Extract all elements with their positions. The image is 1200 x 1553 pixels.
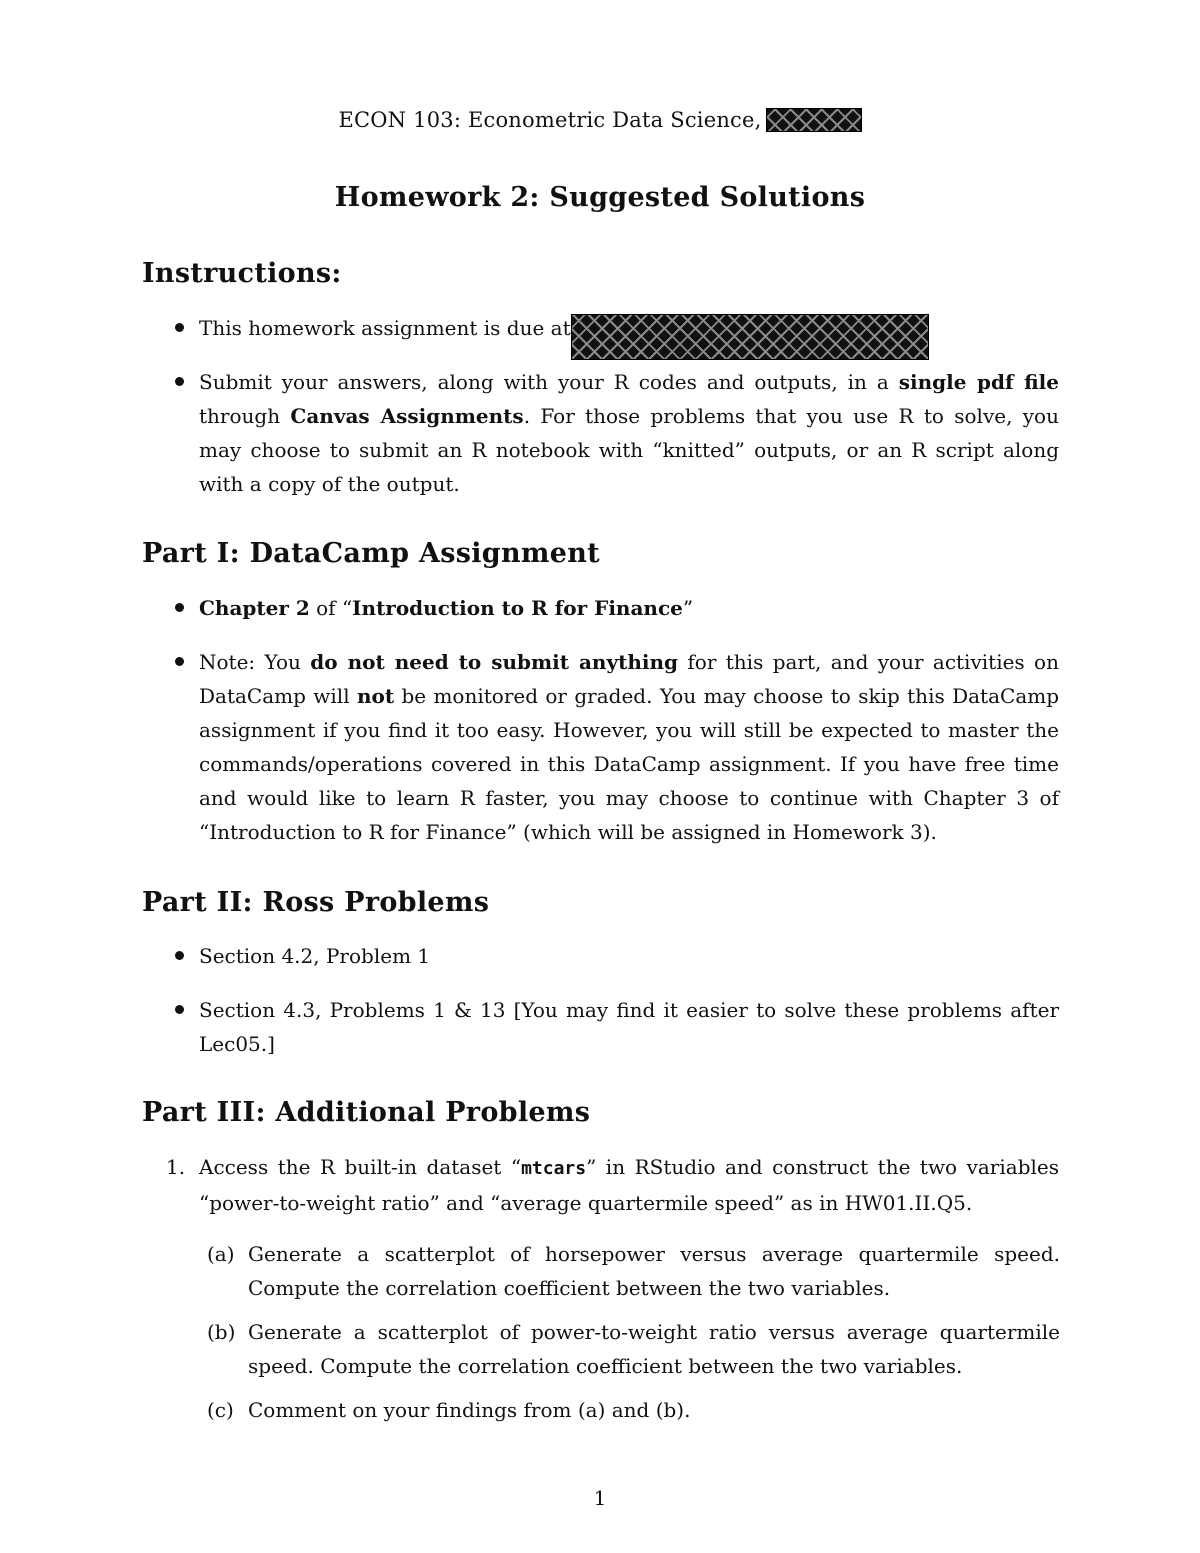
course-title: ECON 103: Econometric Data Science, <box>338 108 762 132</box>
subpart-text-c: Comment on your findings from (a) and (b). <box>248 1398 691 1422</box>
due-date-text: This homework assignment is due at <box>199 316 571 340</box>
canvas-assignments-emphasis: Canvas Assignments <box>290 404 524 428</box>
text-run: ” <box>682 596 694 620</box>
text-run: ” in RStudio and construct the two variables “power-to-weight ratio” and “average quartermile speed” as in HW01.II.Q5. <box>199 1155 1059 1215</box>
text-run: Note: You <box>199 650 311 674</box>
bullet-marker <box>175 951 184 960</box>
text-run: Access the R built-in dataset “ <box>199 1155 522 1179</box>
part1-heading: Part I: DataCamp Assignment <box>142 538 600 569</box>
subpart-text-b: Generate a scatterplot of power-to-weight ratio versus average quartermile speed. Compute the correlation coefficient between the two variables. <box>248 1320 1060 1378</box>
question-number: 1. <box>166 1155 186 1179</box>
dataset-code: mtcars <box>521 1158 587 1179</box>
course-name-emphasis: Introduction to R for Finance <box>352 596 683 620</box>
single-pdf-emphasis: single pdf file <box>898 370 1059 394</box>
subpart-label-b: (b) <box>207 1320 236 1344</box>
bullet-marker <box>175 377 184 386</box>
chapter-emphasis: Chapter 2 <box>199 596 310 620</box>
subpart-label-c: (c) <box>207 1398 234 1422</box>
text-run: for this part, and your activities on DataCamp will <box>199 650 1059 708</box>
bullet-marker <box>175 1005 184 1014</box>
datacamp-note-item <box>199 645 1059 849</box>
part2-heading: Part II: Ross Problems <box>142 887 490 918</box>
datacamp-chapter-item <box>199 591 1059 625</box>
submit-instructions-item <box>199 365 1059 501</box>
text-run: Submit your answers, along with your R codes and outputs, in a <box>199 370 899 394</box>
page-number: 1 <box>593 1486 607 1510</box>
document-title: Homework 2: Suggested Solutions <box>334 182 866 213</box>
question-1-text <box>199 1150 1059 1220</box>
part3-heading: Part III: Additional Problems <box>142 1097 591 1128</box>
text-run: of “ <box>309 596 353 620</box>
subpart-label-a: (a) <box>207 1242 235 1266</box>
text-run: be monitored or graded. You may choose to skip this DataCamp assignment if you find it too easy. However, you will still be expected to master the commands/operations covered in this DataCamp assignment. If you have free time and would like to learn R faster, you may choose to continue with Chapter 3 of “Introduction to R for Finance” (which will be assigned in Homework 3). <box>199 684 1060 844</box>
course-line <box>0 108 1200 134</box>
redacted-due-date <box>571 314 929 360</box>
not-emphasis: not <box>356 684 395 708</box>
redacted-term <box>766 108 862 132</box>
bullet-marker <box>175 657 184 666</box>
ross-item-4-3: Section 4.3, Problems 1 & 13 [You may find it easier to solve these problems after Lec05.] <box>199 998 1059 1056</box>
bullet-marker <box>175 603 184 612</box>
ross-item-4-2: Section 4.2, Problem 1 <box>199 944 431 968</box>
instructions-heading: Instructions: <box>142 258 342 289</box>
no-submit-emphasis: do not need to submit anything <box>310 650 678 674</box>
bullet-marker <box>175 323 184 332</box>
text-run: . For those problems that you use R to solve, you may choose to submit an R notebook with “knitted” outputs, or an R script along with a copy of the output. <box>199 404 1059 496</box>
text-run: through <box>199 404 291 428</box>
subpart-text-a: Generate a scatterplot of horsepower versus average quartermile speed. Compute the correlation coefficient between the two variables. <box>248 1242 1060 1300</box>
